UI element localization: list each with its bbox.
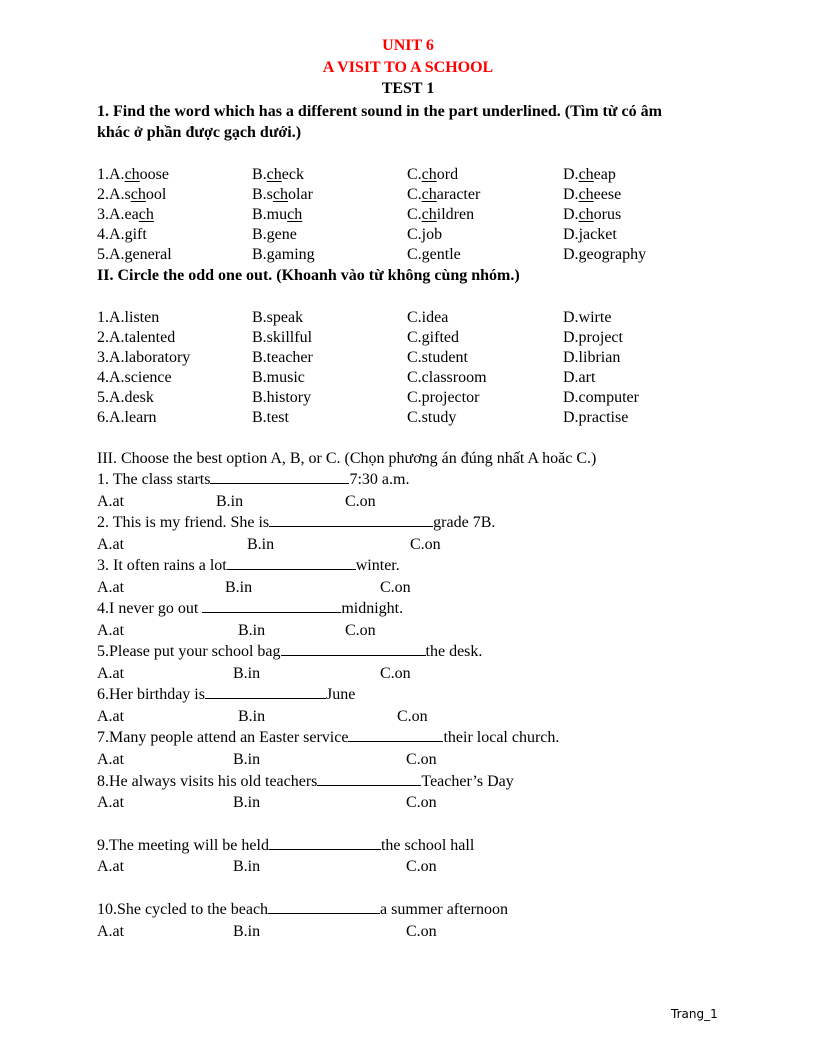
word-prefix: B. xyxy=(252,166,267,183)
word-suffix: ord xyxy=(436,166,459,183)
answer-option-c: C.on xyxy=(406,751,437,768)
word-prefix: C. xyxy=(407,186,422,203)
answer-option-c: C.on xyxy=(380,665,411,682)
odd-one-out-row xyxy=(97,408,777,428)
question-text xyxy=(97,598,403,619)
word-suffix: oose xyxy=(139,166,169,183)
underlined-part: ch xyxy=(421,166,437,183)
word-option xyxy=(407,205,474,225)
word-option xyxy=(407,165,458,185)
answer-blank xyxy=(269,512,433,527)
question-text xyxy=(97,555,400,576)
word-option xyxy=(407,185,480,205)
answer-blank xyxy=(317,771,421,786)
word-option: D.project xyxy=(563,329,623,346)
answer-option-c: C.on xyxy=(397,708,428,725)
underlined-part: j xyxy=(421,226,427,243)
question-ending: 7:30 a.m. xyxy=(349,471,410,488)
underlined-part: ch xyxy=(421,186,437,203)
word-suffix: orus xyxy=(593,206,622,223)
word-option: C.classroom xyxy=(407,369,487,386)
word-option xyxy=(252,225,297,245)
word-prefix: 4.A. xyxy=(97,226,125,243)
answer-option-a: A.at xyxy=(97,665,125,682)
word-prefix: C. xyxy=(407,246,422,263)
word-option: C.gifted xyxy=(407,329,459,346)
answer-option-b: B.in xyxy=(247,536,275,553)
word-prefix: 2.A.s xyxy=(97,186,131,203)
answer-blank xyxy=(205,684,326,699)
question-stem: 9.The meeting will be held xyxy=(97,837,269,854)
underlined-part: ch xyxy=(578,206,594,223)
word-option: C.idea xyxy=(407,309,449,326)
answer-option-b: B.in xyxy=(233,794,261,811)
word-option: 6.A.learn xyxy=(97,409,157,426)
answer-blank xyxy=(210,469,349,484)
word-option xyxy=(563,185,621,205)
answer-option-c: C.on xyxy=(406,858,437,875)
question-stem: 8.He always visits his old teachers xyxy=(97,773,318,790)
word-option xyxy=(97,185,166,205)
underlined-part: j xyxy=(578,226,584,243)
answer-option-a: A.at xyxy=(97,858,125,875)
question-text xyxy=(97,684,355,705)
word-option: B.skillful xyxy=(252,329,313,346)
question-ending: the school hall xyxy=(380,837,475,854)
pronunciation-row xyxy=(97,205,777,225)
answer-option-a: A.at xyxy=(97,708,125,725)
underlined-part: ch xyxy=(272,186,289,203)
answer-option-a: A.at xyxy=(97,536,125,553)
answer-option-b: B.in xyxy=(216,493,244,510)
word-option xyxy=(252,165,304,185)
answer-blank xyxy=(227,555,356,570)
answer-option-c: C.on xyxy=(406,794,437,811)
underlined-part: ch xyxy=(124,166,140,183)
question-stem: 4.I never go out xyxy=(97,600,203,617)
word-option: 2.A.talented xyxy=(97,329,176,346)
question-stem: 10.She cycled to the beach xyxy=(97,901,269,918)
word-suffix: aracter xyxy=(436,186,481,203)
word-prefix: 5.A.general xyxy=(97,246,172,263)
question-text xyxy=(97,899,508,920)
pronunciation-row xyxy=(97,185,777,205)
answer-option-a: A.at xyxy=(97,493,125,510)
answer-option-a: A.at xyxy=(97,579,125,596)
question-text xyxy=(97,641,482,662)
word-option xyxy=(252,245,315,265)
question-ending: the desk. xyxy=(425,643,483,660)
underlined-part: ch xyxy=(578,166,594,183)
word-option: B.history xyxy=(252,389,312,406)
answer-option-a: A.at xyxy=(97,622,125,639)
word-suffix: ift xyxy=(132,226,147,243)
word-option xyxy=(252,185,313,205)
question-ending: their local church. xyxy=(443,729,560,746)
section3-title: III. Choose the best option A, B, or C. (Chọn phương án đúng nhất A hoăc C.) xyxy=(97,450,597,467)
pronunciation-row xyxy=(97,165,777,185)
word-suffix: ool xyxy=(145,186,167,203)
question-text xyxy=(97,727,559,748)
unit-title: A VISIT TO A SCHOOL xyxy=(322,59,494,76)
word-suffix: acket xyxy=(583,226,617,243)
underlined-part: ch xyxy=(138,206,154,223)
word-prefix: B.mu xyxy=(252,206,288,223)
question-ending: June xyxy=(325,686,356,703)
answer-option-c: C.on xyxy=(410,536,441,553)
word-option: D.wirte xyxy=(563,309,612,326)
word-prefix: C. xyxy=(407,166,422,183)
answer-option-a: A.at xyxy=(97,751,125,768)
word-option xyxy=(563,165,616,185)
word-prefix: 3.A.ea xyxy=(97,206,139,223)
underlined-part: ch xyxy=(287,206,303,223)
question-stem: 5.Please put your school bag xyxy=(97,643,281,660)
word-option: D.librian xyxy=(563,349,621,366)
word-suffix: eese xyxy=(593,186,622,203)
underlined-part: ch xyxy=(130,186,146,203)
word-suffix: ob xyxy=(426,226,443,243)
word-option: C.study xyxy=(407,409,457,426)
word-option: B.teacher xyxy=(252,349,313,366)
answer-option-b: B.in xyxy=(233,751,261,768)
underlined-part: ch xyxy=(266,166,282,183)
word-option xyxy=(252,205,302,225)
question-ending: grade 7B. xyxy=(433,514,496,531)
answer-option-b: B.in xyxy=(225,579,253,596)
word-option xyxy=(563,205,621,225)
test-heading: TEST 1 xyxy=(381,80,435,97)
odd-one-out-row xyxy=(97,368,777,388)
word-suffix: entle xyxy=(429,246,461,263)
pronunciation-row xyxy=(97,245,777,265)
word-option xyxy=(407,245,461,265)
answer-option-c: C.on xyxy=(380,579,411,596)
question-stem: 7.Many people attend an Easter service xyxy=(97,729,349,746)
question-ending: Teacher’s Day xyxy=(421,773,514,790)
answer-option-a: A.at xyxy=(97,923,125,940)
answer-option-c: C.on xyxy=(345,622,376,639)
word-prefix: D. xyxy=(563,226,579,243)
odd-one-out-row xyxy=(97,328,777,348)
word-option xyxy=(97,245,172,265)
word-option xyxy=(97,225,147,245)
word-prefix: B. xyxy=(252,226,267,243)
question-text xyxy=(97,469,409,490)
answer-option-b: B.in xyxy=(238,708,266,725)
question-ending: winter. xyxy=(355,557,400,574)
answer-option-b: B.in xyxy=(233,858,261,875)
odd-one-out-row xyxy=(97,388,777,408)
section1-title-line1: 1. Find the word which has a different sound in the part underlined. (Tìm từ có âm xyxy=(97,103,662,120)
answer-option-c: C.on xyxy=(345,493,376,510)
question-text xyxy=(97,512,495,533)
answer-option-c: C.on xyxy=(406,923,437,940)
answer-blank xyxy=(348,727,443,742)
word-suffix: ene xyxy=(274,226,297,243)
word-prefix: B.s xyxy=(252,186,273,203)
answer-option-b: B.in xyxy=(233,923,261,940)
underlined-part: g xyxy=(266,226,275,243)
word-prefix: 1.A. xyxy=(97,166,125,183)
word-option xyxy=(407,225,442,245)
word-option xyxy=(97,205,154,225)
answer-option-b: B.in xyxy=(233,665,261,682)
question-stem: 2. This is my friend. She is xyxy=(97,514,270,531)
odd-one-out-row xyxy=(97,308,777,328)
underlined-part: ch xyxy=(578,186,594,203)
word-option: D.practise xyxy=(563,409,629,426)
word-prefix: D. xyxy=(563,166,579,183)
question-stem: 3. It often rains a lot xyxy=(97,557,227,574)
question-ending: a summer afternoon xyxy=(380,901,508,918)
word-suffix: ildren xyxy=(436,206,475,223)
word-prefix: C. xyxy=(407,226,422,243)
underlined-part: g xyxy=(124,226,133,243)
word-option: C.projector xyxy=(407,389,480,406)
page-number: Trang_1 xyxy=(671,1007,718,1021)
question-text xyxy=(97,771,514,792)
answer-option-b: B.in xyxy=(238,622,266,639)
answer-blank xyxy=(202,598,341,613)
word-suffix: eap xyxy=(593,166,616,183)
word-option: 4.A.science xyxy=(97,369,172,386)
word-option: B.music xyxy=(252,369,305,386)
word-option: 1.A.listen xyxy=(97,309,160,326)
word-option: 3.A.laboratory xyxy=(97,349,191,366)
word-suffix: olar xyxy=(288,186,313,203)
word-prefix: B.gaming xyxy=(252,246,315,263)
section1-title-line2: khác ở phần được gạch dưới.) xyxy=(97,124,302,141)
word-option: B.speak xyxy=(252,309,304,326)
underlined-part: ch xyxy=(421,206,437,223)
word-option: C.student xyxy=(407,349,468,366)
question-stem: 1. The class starts xyxy=(97,471,211,488)
odd-one-out-row xyxy=(97,348,777,368)
answer-blank xyxy=(269,835,381,850)
word-suffix: eck xyxy=(281,166,304,183)
pronunciation-row xyxy=(97,225,777,245)
underlined-part: g xyxy=(421,246,430,263)
question-stem: 6.Her birthday is xyxy=(97,686,205,703)
word-option xyxy=(563,225,617,245)
question-ending: midnight. xyxy=(341,600,404,617)
word-option: 5.A.desk xyxy=(97,389,154,406)
word-prefix: C. xyxy=(407,206,422,223)
section2-title: II. Circle the odd one out. (Khoanh vào từ không cùng nhóm.) xyxy=(97,267,520,284)
word-option xyxy=(563,245,646,265)
word-prefix: D.geography xyxy=(563,246,647,263)
answer-blank xyxy=(281,641,426,656)
word-option: D.art xyxy=(563,369,596,386)
word-option: D.computer xyxy=(563,389,639,406)
word-prefix: D. xyxy=(563,186,579,203)
question-text xyxy=(97,835,474,856)
answer-option-a: A.at xyxy=(97,794,125,811)
unit-heading: UNIT 6 xyxy=(382,37,434,54)
word-option: B.test xyxy=(252,409,289,426)
answer-blank xyxy=(268,899,380,914)
word-prefix: D. xyxy=(563,206,579,223)
word-option xyxy=(97,165,169,185)
